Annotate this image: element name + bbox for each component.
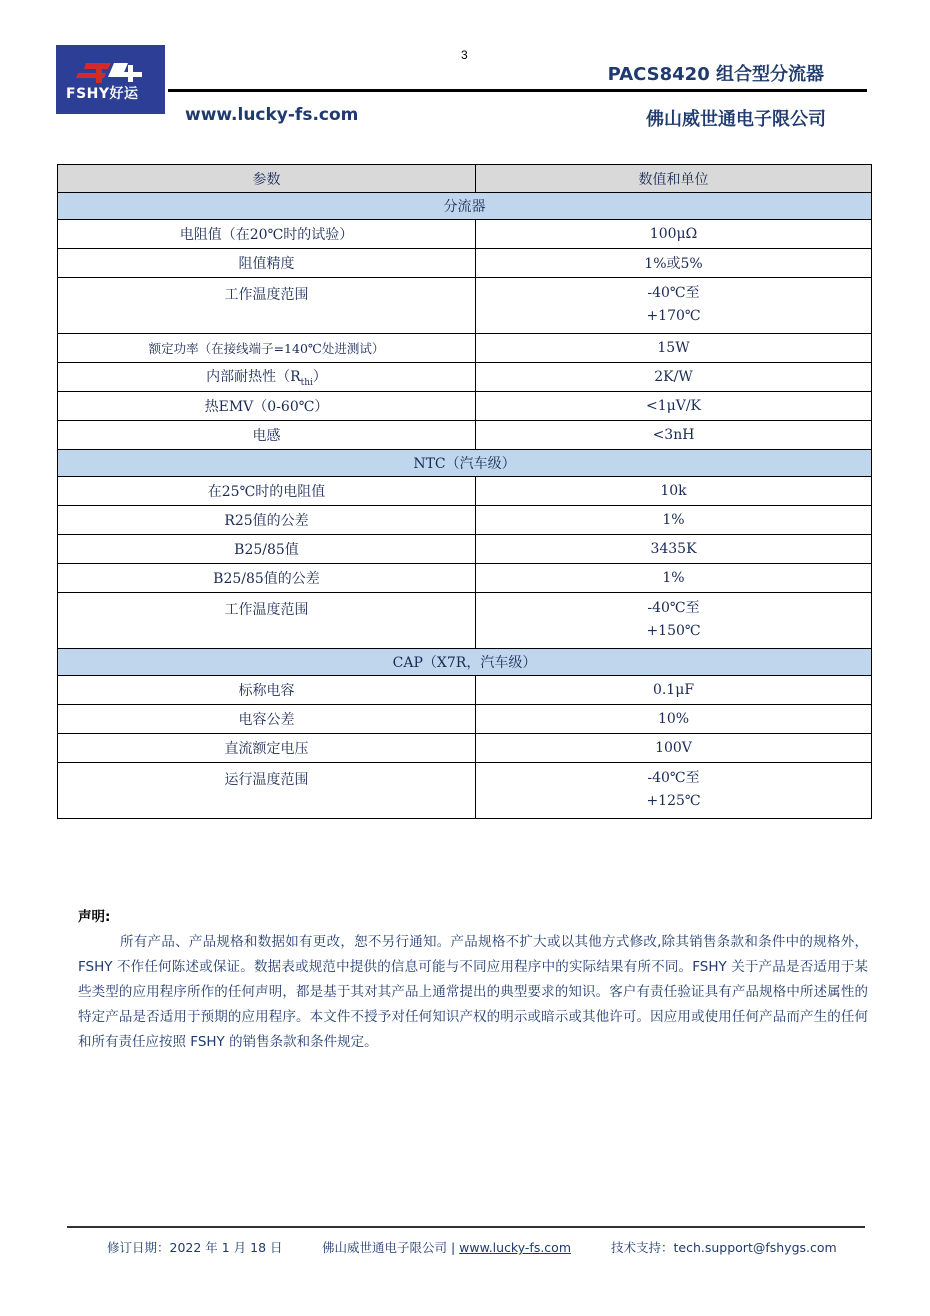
value-cell: [476, 763, 872, 819]
value-line-1: -40℃至: [647, 600, 700, 616]
footer-divider: [67, 1226, 865, 1228]
table-row: [58, 593, 872, 649]
param-cell: 电阻值（在20℃时的试验）: [58, 220, 476, 249]
table-header-row: [58, 165, 872, 193]
footer-revision-date: 修订日期：2022 年 1 月 18 日: [107, 1240, 283, 1255]
param-subscript: thi: [300, 377, 313, 388]
header-divider: [168, 89, 867, 92]
table-row: [58, 734, 872, 763]
value-cell: 100V: [476, 734, 872, 763]
header-website: www.lucky-fs.com: [185, 105, 359, 125]
param-cell: 阻值精度: [58, 249, 476, 278]
section-title: NTC（汽车级）: [58, 450, 872, 477]
table-row: [58, 334, 872, 363]
table-row: [58, 564, 872, 593]
value-cell: <3nH: [476, 421, 872, 450]
value-cell: 3435K: [476, 535, 872, 564]
logo-text: FSHY好运: [66, 86, 139, 102]
disclaimer-title: 声明:: [78, 909, 111, 925]
footer-website-link[interactable]: www.lucky-fs.com: [459, 1240, 572, 1255]
document-title: PACS8420 组合型分流器: [607, 64, 824, 85]
table-row: [58, 506, 872, 535]
disclaimer: [78, 905, 868, 1055]
value-cell: [476, 278, 872, 334]
fshy-logo-icon: [56, 45, 165, 114]
value-cell: <1μV/K: [476, 392, 872, 421]
table-row: [58, 421, 872, 450]
section-row-cap: [58, 649, 872, 676]
value-cell: 10%: [476, 705, 872, 734]
table-row: [58, 763, 872, 819]
value-cell: [476, 593, 872, 649]
table-row: [58, 363, 872, 392]
column-header-value: 数值和单位: [476, 165, 872, 193]
section-row-shunt: [58, 193, 872, 220]
value-cell: 15W: [476, 334, 872, 363]
column-header-parameter: 参数: [58, 165, 476, 193]
value-cell: 1%: [476, 506, 872, 535]
value-line-2: +150℃: [646, 623, 701, 639]
param-cell: 直流额定电压: [58, 734, 476, 763]
param-cell: 标称电容: [58, 676, 476, 705]
value-cell: 100μΩ: [476, 220, 872, 249]
value-line-2: +170℃: [646, 308, 701, 324]
page-number: 3: [461, 48, 468, 62]
value-line-1: -40℃至: [647, 285, 700, 301]
param-text-end: ）: [312, 369, 327, 386]
param-cell: 工作温度范围: [58, 593, 476, 649]
param-cell: 运行温度范围: [58, 763, 476, 819]
param-cell: 在25℃时的电阻值: [58, 477, 476, 506]
table-row: [58, 220, 872, 249]
param-cell: R25值的公差: [58, 506, 476, 535]
param-cell: [58, 363, 476, 392]
table-row: [58, 535, 872, 564]
value-line-1: -40℃至: [647, 770, 700, 786]
table-row: [58, 676, 872, 705]
section-title: CAP（X7R，汽车级）: [58, 649, 872, 676]
footer-company: [322, 1238, 571, 1256]
section-row-ntc: [58, 450, 872, 477]
table-row: [58, 705, 872, 734]
param-cell: 工作温度范围: [58, 278, 476, 334]
disclaimer-body: 所有产品、产品规格和数据如有更改，恕不另行通知。产品规格不扩大或以其他方式修改,除其销售条款和条件中的规格外，FSHY 不作任何陈述或保证。数据表或规范中提供的信息可能与不同应用程序中的实际结果有所不同。FSHY 关于产品是否适用于某些类型的应用程序所作的任何声明，都是基于其对其产品上通常提出的典型要求的知识。客户有责任验证具有产品规格中所述属性的特定产品是否适用于预期的应用程序。本文件不授予对任何知识产权的明示或暗示或其他许可。因应用或使用任何产品而产生的任何和所有责任应按照 FSHY 的销售条款和条件规定。: [78, 934, 868, 1050]
value-cell: 2K/W: [476, 363, 872, 392]
value-cell: 1%或5%: [476, 249, 872, 278]
value-cell: 1%: [476, 564, 872, 593]
table-row: [58, 249, 872, 278]
company-logo: [56, 45, 165, 114]
value-cell: 10k: [476, 477, 872, 506]
param-cell: 额定功率（在接线端子=140℃处进测试）: [58, 334, 476, 363]
header-company: 佛山威世通电子限公司: [646, 109, 826, 130]
param-cell: 电容公差: [58, 705, 476, 734]
footer-support: 技术支持：tech.support@fshygs.com: [611, 1240, 837, 1255]
table-row: [58, 278, 872, 334]
param-cell: 电感: [58, 421, 476, 450]
value-cell: 0.1μF: [476, 676, 872, 705]
param-cell: B25/85值: [58, 535, 476, 564]
param-cell: B25/85值的公差: [58, 564, 476, 593]
param-cell: 热EMV（0-60℃）: [58, 392, 476, 421]
table-row: [58, 392, 872, 421]
footer-company-name: 佛山威世通电子限公司 |: [322, 1240, 460, 1255]
section-title: 分流器: [58, 193, 872, 220]
value-line-2: +125℃: [646, 793, 701, 809]
param-text: 内部耐热性（R: [206, 369, 301, 386]
spec-table: [57, 164, 872, 819]
table-row: [58, 477, 872, 506]
